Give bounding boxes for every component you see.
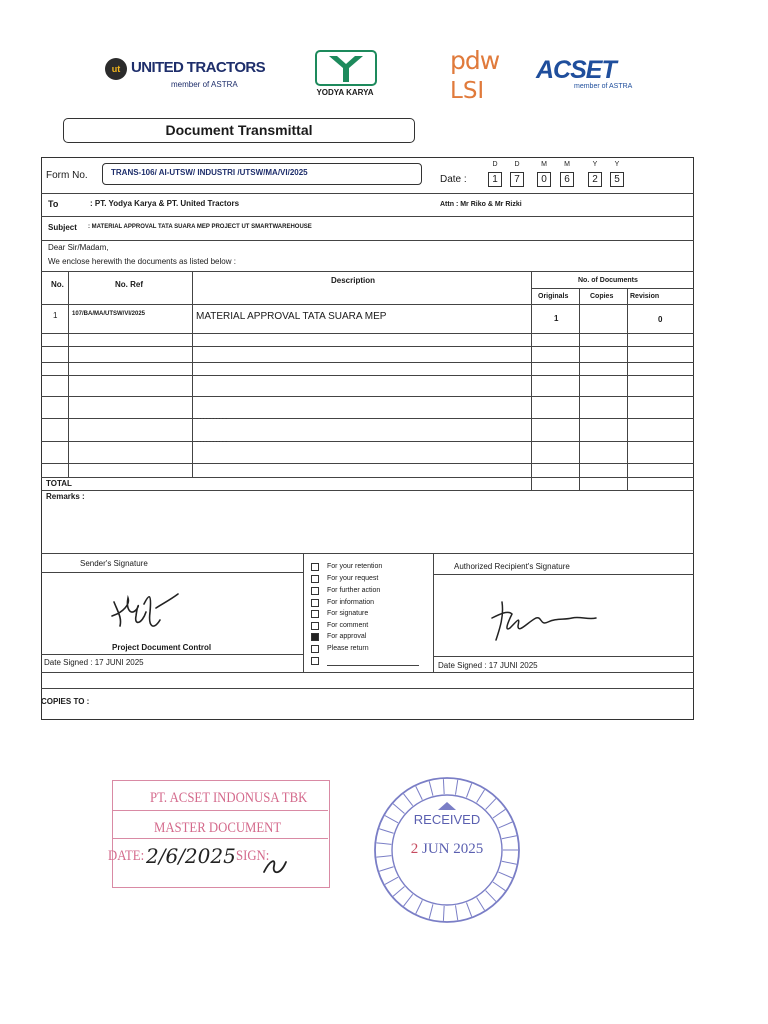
stamp-ring-tick bbox=[379, 867, 393, 871]
received-date bbox=[372, 841, 522, 858]
pdw-logo-text: pdw bbox=[450, 46, 500, 75]
stamp-sign-label: SIGN: bbox=[236, 848, 270, 864]
salutation: Dear Sir/Madam, bbox=[48, 243, 109, 252]
stamp-ring-tick bbox=[493, 882, 505, 891]
checkbox-for-request[interactable] bbox=[311, 575, 319, 583]
date-digit-m1: 0 bbox=[537, 172, 551, 187]
divider bbox=[41, 490, 694, 491]
dotted-leader: .......... bbox=[196, 435, 229, 444]
divider bbox=[41, 240, 694, 241]
date-header-d2: D bbox=[514, 161, 520, 168]
header-no: No. bbox=[51, 280, 64, 289]
header-no-of-documents: No. of Documents bbox=[578, 277, 638, 284]
divider bbox=[41, 553, 694, 554]
sender-role: Project Document Control bbox=[112, 643, 212, 652]
label-for-information: For information bbox=[327, 599, 375, 606]
label-for-further-action: For further action bbox=[327, 587, 381, 594]
label-for-retention: For your retention bbox=[327, 563, 383, 570]
checkbox-other[interactable] bbox=[311, 657, 319, 665]
divider bbox=[41, 193, 694, 194]
label-for-request: For your request bbox=[327, 575, 379, 582]
pdw-lsi-logo bbox=[448, 46, 508, 108]
lsi-logo-text: LSI bbox=[450, 78, 485, 104]
form-no-label: Form No. bbox=[46, 170, 88, 181]
checkbox-please-return[interactable] bbox=[311, 645, 319, 653]
dotted-leader: .......... bbox=[196, 412, 229, 421]
date-header-m2: M bbox=[564, 161, 570, 168]
column-line bbox=[68, 271, 69, 477]
stamp-divider bbox=[112, 810, 328, 811]
divider bbox=[41, 688, 694, 689]
received-day: 2 bbox=[410, 841, 419, 857]
stamp-ring-tick bbox=[455, 905, 457, 920]
other-purpose-line bbox=[327, 665, 419, 666]
column-line bbox=[303, 553, 304, 672]
divider bbox=[41, 216, 694, 217]
sender-signature-image bbox=[108, 582, 182, 638]
stamp-ring-tick bbox=[385, 877, 398, 884]
column-line bbox=[531, 271, 532, 490]
divider bbox=[433, 656, 694, 657]
form-no-field bbox=[102, 163, 422, 185]
stamp-master-document: MASTER DOCUMENT bbox=[154, 820, 282, 836]
row-no: 1 bbox=[53, 311, 58, 320]
checkbox-for-information[interactable] bbox=[311, 599, 319, 607]
divider bbox=[41, 654, 303, 655]
stamp-ring-tick bbox=[502, 836, 517, 839]
divider bbox=[41, 477, 694, 478]
row-originals: 1 bbox=[554, 314, 559, 323]
checkbox-for-approval[interactable] bbox=[311, 633, 319, 641]
divider bbox=[41, 304, 694, 305]
table-row-line bbox=[41, 362, 694, 363]
date-digit-y1: 2 bbox=[588, 172, 602, 187]
enclose-text: We enclose herewith the documents as listed below : bbox=[48, 257, 236, 266]
stamp-ring-tick bbox=[498, 872, 512, 878]
table-row-line bbox=[41, 463, 694, 464]
yodya-karya-logo bbox=[310, 50, 382, 100]
stamp-company: PT. ACSET INDONUSA TBK bbox=[150, 790, 308, 806]
stamp-ring-tick bbox=[429, 781, 433, 796]
header-copies: Copies bbox=[590, 293, 614, 300]
divider bbox=[41, 672, 694, 673]
date-header-y2: Y bbox=[614, 161, 620, 168]
checkbox-for-further-action[interactable] bbox=[311, 587, 319, 595]
row-description: MATERIAL APPROVAL TATA SUARA MEP bbox=[196, 311, 387, 322]
form-no-value: TRANS-106/ AI-UTSW/ INDUSTRI /UTSW/MA/VI/2025 bbox=[111, 168, 308, 177]
received-month-year: JUN 2025 bbox=[421, 841, 484, 857]
received-label: RECEIVED bbox=[413, 812, 481, 827]
subject-value: : MATERIAL APPROVAL TATA SUARA MEP PROJECT UT SMARTWAREHOUSE bbox=[88, 224, 312, 230]
table-row-line bbox=[41, 441, 694, 442]
ut-logo-name: UNITED TRACTORS bbox=[131, 59, 266, 76]
acset-logo bbox=[536, 56, 636, 92]
recipient-signature-image bbox=[488, 596, 600, 646]
label-for-comment: For comment bbox=[327, 622, 369, 629]
stamp-divider bbox=[112, 838, 328, 839]
sender-signature-heading: Sender's Signature bbox=[80, 559, 148, 568]
column-line bbox=[433, 553, 434, 672]
stamp-ring-tick bbox=[416, 900, 423, 913]
header-description: Description bbox=[331, 276, 376, 285]
stamp-sign-mark bbox=[260, 854, 290, 878]
label-for-approval: For approval bbox=[327, 633, 367, 640]
label-for-signature: For signature bbox=[327, 610, 369, 617]
document-title: Document Transmittal bbox=[63, 118, 415, 143]
stamp-ring-tick bbox=[404, 794, 413, 806]
date-digit-d2: 7 bbox=[510, 172, 524, 187]
master-document-stamp bbox=[108, 780, 332, 890]
yodya-karya-name: YODYA KARYA bbox=[316, 88, 374, 97]
date-header-m1: M bbox=[541, 161, 547, 168]
stamp-ring-tick bbox=[486, 799, 496, 810]
table-row-line bbox=[41, 375, 694, 376]
stamp-ring-tick bbox=[443, 779, 444, 794]
stamp-ring-tick bbox=[486, 891, 496, 902]
to-value: : PT. Yodya Karya & PT. United Tractors bbox=[90, 199, 240, 208]
ut-mark-icon: ut bbox=[105, 58, 127, 80]
checkbox-for-retention[interactable] bbox=[311, 563, 319, 571]
stamp-ring-tick bbox=[443, 906, 444, 921]
checkbox-for-comment[interactable] bbox=[311, 622, 319, 630]
column-line bbox=[192, 271, 193, 477]
stamp-ring-tick bbox=[429, 904, 433, 919]
header-ref: No. Ref bbox=[115, 280, 143, 289]
remarks-label: Remarks : bbox=[46, 492, 85, 501]
stamp-ring-tick bbox=[379, 829, 393, 833]
recipient-signature-heading: Authorized Recipient's Signature bbox=[454, 562, 570, 571]
attn-value: Attn : Mr Riko & Mr Rizki bbox=[440, 201, 522, 208]
label-please-return: Please return bbox=[327, 645, 369, 652]
table-row-line bbox=[41, 396, 694, 397]
date-label: Date : bbox=[440, 174, 467, 185]
acset-logo-sub: member of ASTRA bbox=[574, 83, 633, 90]
date-header-y1: Y bbox=[592, 161, 598, 168]
date-digit-m2: 6 bbox=[560, 172, 574, 187]
stamp-ring-tick bbox=[477, 898, 485, 911]
united-tractors-logo bbox=[105, 56, 266, 94]
date-digit-d1: 1 bbox=[488, 172, 502, 187]
divider bbox=[531, 288, 694, 289]
table-row-line bbox=[41, 333, 694, 334]
received-stamp bbox=[372, 775, 522, 925]
stamp-ring-tick bbox=[466, 903, 471, 917]
stamp-date-value: 2/6/2025 bbox=[146, 844, 236, 868]
header-originals: Originals bbox=[538, 293, 569, 300]
divider bbox=[433, 574, 694, 575]
stamp-date-label: DATE: bbox=[108, 848, 145, 864]
column-line bbox=[579, 288, 580, 490]
column-line bbox=[627, 288, 628, 490]
acset-logo-name: ACSET bbox=[536, 56, 616, 84]
ut-logo-sub: member of ASTRA bbox=[171, 80, 238, 89]
date-header-d1: D bbox=[492, 161, 498, 168]
total-label: TOTAL bbox=[46, 479, 72, 488]
checkbox-for-signature[interactable] bbox=[311, 610, 319, 618]
stamp-ring-tick bbox=[502, 861, 517, 864]
stamp-ring-tick bbox=[393, 886, 404, 896]
row-revision: 0 bbox=[658, 315, 663, 324]
table-row-line bbox=[41, 346, 694, 347]
copies-to-label: COPIES TO : bbox=[41, 697, 90, 706]
subject-label: Subject bbox=[48, 223, 77, 232]
date-digit-y2: 5 bbox=[610, 172, 624, 187]
stamp-ring-tick bbox=[404, 894, 413, 906]
yodya-karya-emblem-icon bbox=[315, 50, 377, 86]
stamp-ring-tick bbox=[455, 780, 457, 795]
stamp-ring-tick bbox=[416, 786, 423, 799]
header-revision: Revision bbox=[630, 293, 660, 300]
stamp-ring-tick bbox=[477, 790, 485, 803]
divider bbox=[41, 572, 303, 573]
row-ref: 107/BA/MA/UTSW/VI/2025 bbox=[72, 311, 146, 317]
table-row-line bbox=[41, 418, 694, 419]
sender-date-signed: Date Signed : 17 JUNI 2025 bbox=[44, 658, 144, 667]
stamp-ring-tick bbox=[466, 783, 471, 797]
recipient-date-signed: Date Signed : 17 JUNI 2025 bbox=[438, 661, 538, 670]
divider bbox=[41, 271, 694, 272]
to-label: To bbox=[48, 199, 59, 209]
